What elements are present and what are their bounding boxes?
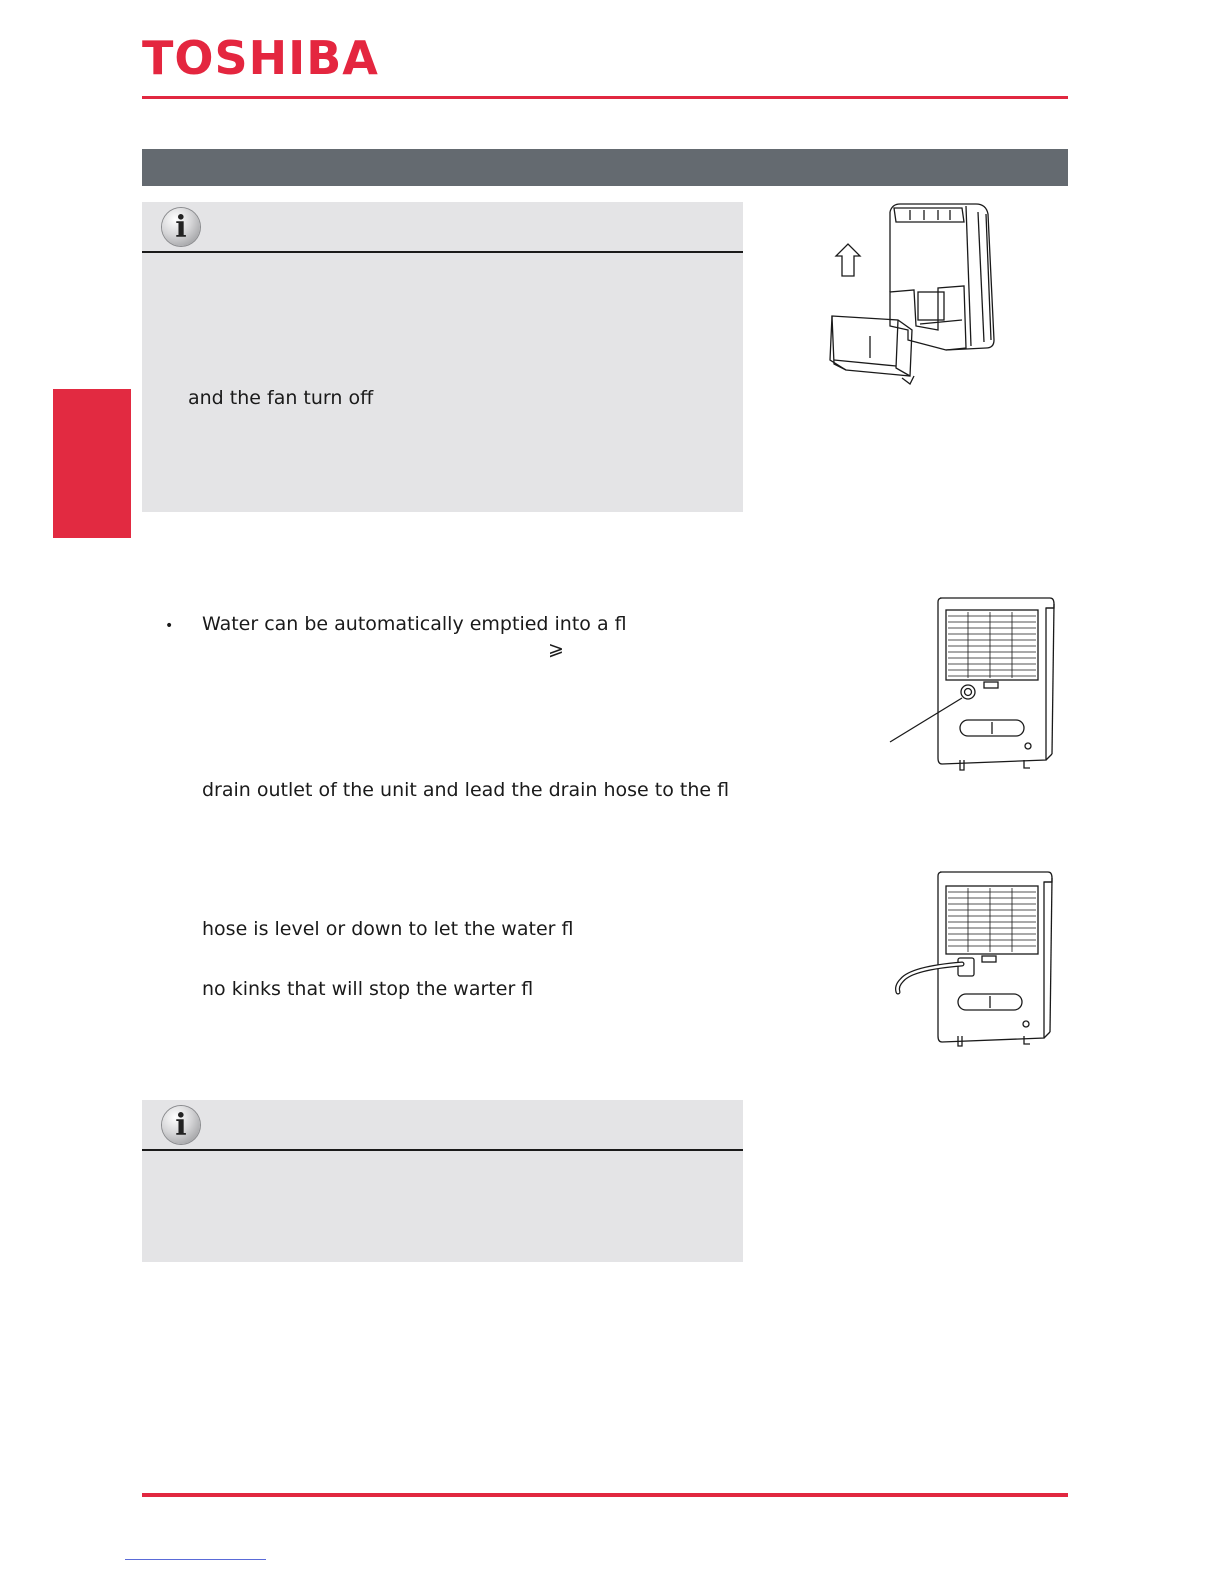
figure-drain-outlet — [884, 594, 1056, 774]
note-header — [142, 1100, 743, 1151]
figure-bucket-removal — [826, 200, 998, 386]
language-side-tab — [53, 389, 131, 538]
note-header — [142, 202, 743, 253]
drain-text-line-1: Water can be automatically emptied into a fl — [202, 613, 627, 635]
info-icon: i — [162, 208, 200, 246]
drain-text-line-2: drain outlet of the unit and lead the drain hose to the fl — [202, 779, 730, 801]
note-box-2 — [142, 1100, 743, 1262]
figure-drain-hose — [892, 868, 1056, 1048]
header-rule — [142, 96, 1068, 99]
note-box-1 — [142, 202, 743, 512]
drain-text-line-3: hose is level or down to let the water fl — [202, 918, 574, 940]
greater-equal-symbol: ⩾ — [548, 638, 564, 660]
toshiba-logo: TOSHIBA — [142, 31, 379, 85]
drain-text-line-4: no kinks that will stop the warter fl — [202, 978, 534, 1000]
footer-rule — [142, 1493, 1068, 1497]
info-icon: i — [162, 1106, 200, 1144]
note-1-text: and the fan turn off — [188, 387, 374, 409]
bullet: • — [165, 618, 174, 634]
footer-link-underline — [125, 1559, 266, 1560]
section-title-bar — [142, 149, 1068, 186]
